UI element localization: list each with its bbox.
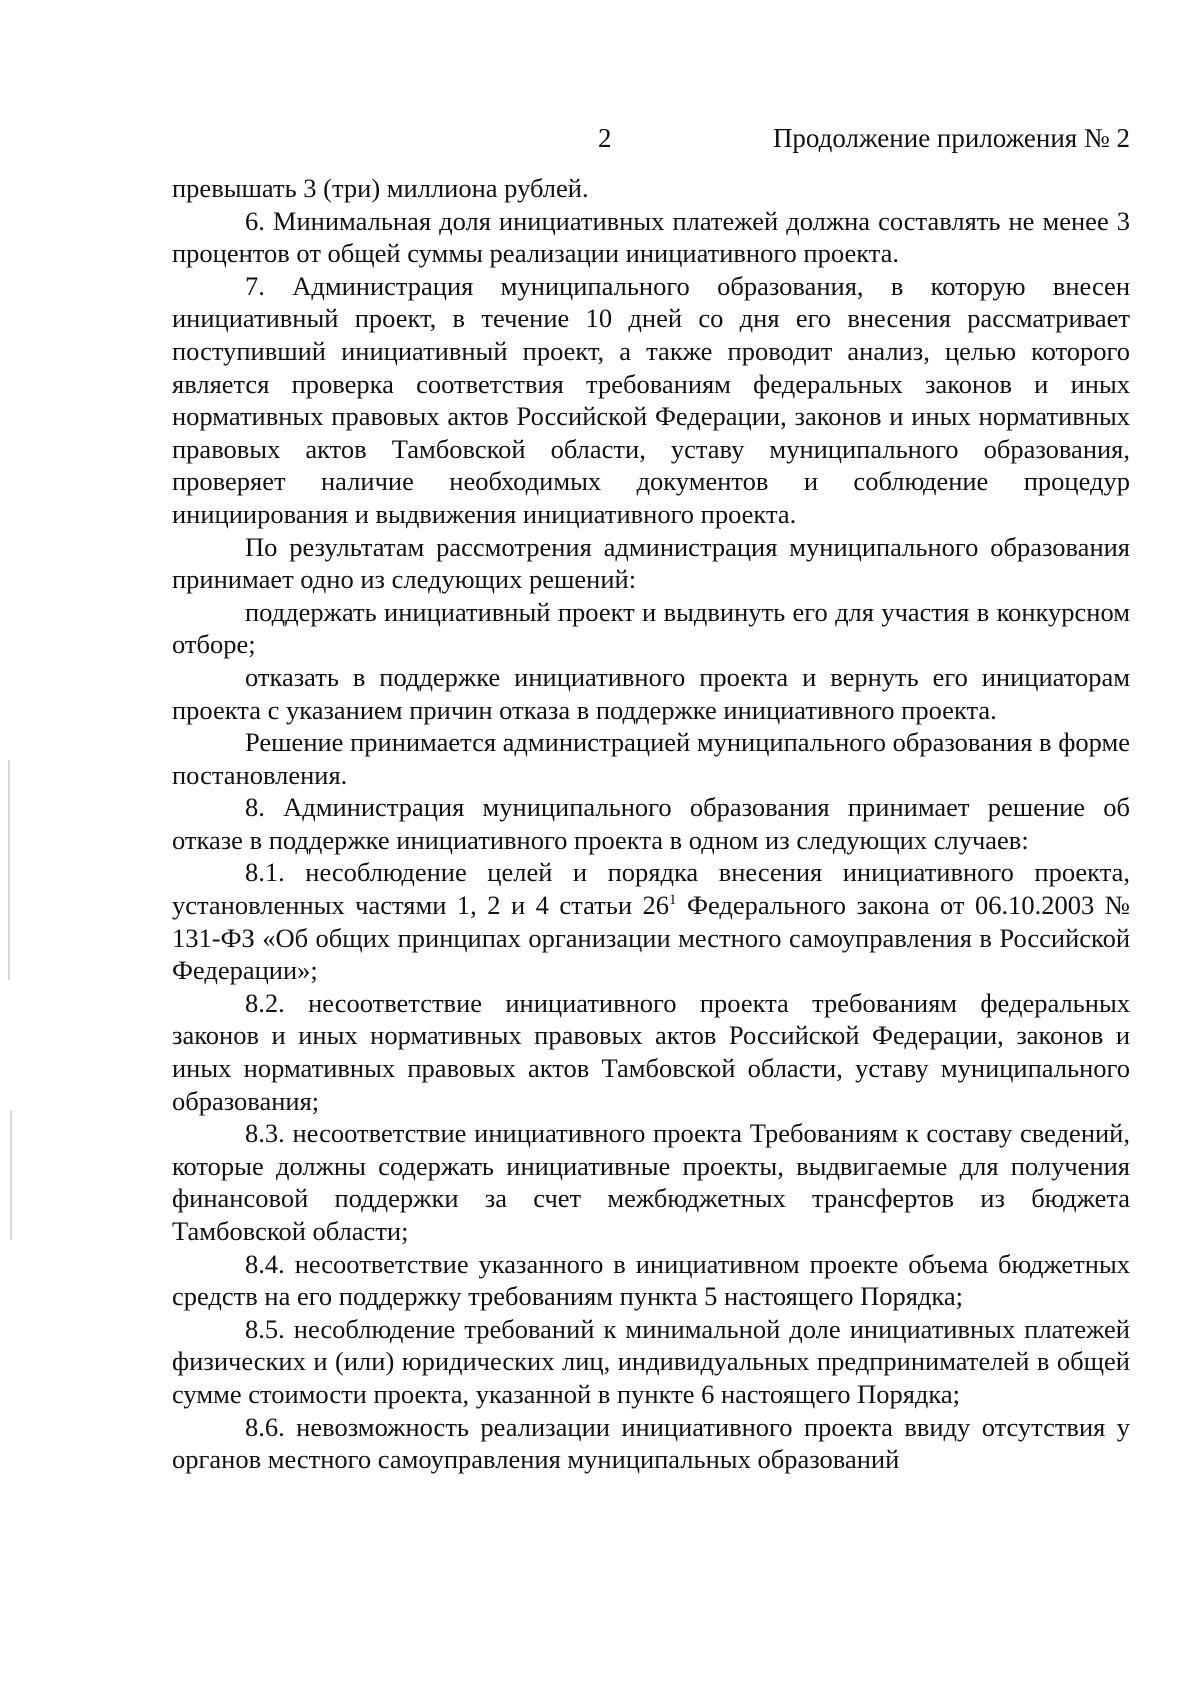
document-body <box>172 172 1130 1476</box>
paragraph-item-6: 6. Минимальная доля инициативных платежей должна составлять не менее 3 процентов от общей суммы реализации инициативного проекта. <box>172 205 1130 269</box>
paragraph-decision-refuse: отказать в поддержке инициативного проекта и вернуть его инициаторам проекта с указанием причин отказа в поддержке инициативного проекта. <box>172 661 1130 725</box>
paragraph-item-8-4: 8.4. несоответствие указанного в инициативном проекте объема бюджетных средств на его поддержку требованиям пункта 5 настоящего Порядка; <box>172 1248 1130 1312</box>
item-8-1-text-end: Федерального закона от 06.10.2003 № 131-ФЗ «Об общих принципах организации местного самоуправления в Российской Федерации»; <box>172 890 1130 986</box>
paragraph-review-results: По результатам рассмотрения администрация муниципального образования принимает одно из следующих решений: <box>172 531 1130 595</box>
scan-edge-mark <box>10 1110 12 1240</box>
paragraph-item-8: 8. Администрация муниципального образования принимает решение об отказе в поддержке инициативного проекта в одном из следующих случаев: <box>172 792 1130 855</box>
article-superscript: 1 <box>669 892 677 909</box>
paragraph-decision-support: поддержать инициативный проект и выдвинуть его для участия в конкурсном отборе; <box>172 596 1130 660</box>
paragraph-item-7: 7. Администрация муниципального образования, в которую внесен инициативный проект, в течение 10 дней со дня его внесения рассматривает поступивший инициативный проект, а также проводит анализ, целью которого является проверка соответствия требованиям федеральных законов и иных нормативных правовых актов Российской Федерации, законов и иных нормативных правовых актов Тамбовской области, уставу муниципального образования, проверяет наличие необходимых документов и соблюдение процедур инициирования и выдвижения инициативного проекта. <box>172 270 1130 529</box>
paragraph-decision-form: Решение принимается администрацией муниципального образования в форме постановления. <box>172 727 1130 790</box>
page-number: 2 <box>598 123 612 153</box>
item-8-1-text-start: 8.1. несоблюдение целей и порядка внесения инициативного проекта, установленных частями 1, 2 и 4 статьи 26 <box>172 857 1130 921</box>
appendix-continuation-label: Продолжение приложения № 2 <box>772 123 1130 153</box>
paragraph-item-8-5: 8.5. несоблюдение требований к минимальной доле инициативных платежей физических и (или) юридических лиц, индивидуальных предпринимателей в общей сумме стоимости проекта, указанной в пункте 6 настоящего Порядка; <box>172 1313 1130 1409</box>
paragraph-item-8-6: 8.6. невозможность реализации инициативного проекта ввиду отсутствия у органов местного самоуправления муниципальных образований <box>172 1411 1130 1475</box>
scan-edge-mark <box>8 760 10 980</box>
paragraph-continuation: превышать 3 (три) миллиона рублей. <box>172 173 589 203</box>
paragraph-item-8-3: 8.3. несоответствие инициативного проекта Требованиям к составу сведений, которые должны содержать инициативные проекты, выдвигаемые для получения финансовой поддержки за счет межбюджетных трансфертов из бюджета Тамбовской области; <box>172 1118 1130 1246</box>
paragraph-item-8-2: 8.2. несоответствие инициативного проекта требованиям федеральных законов и иных нормативных правовых актов Российской Федерации, законов и иных нормативных правовых актов Тамбовской области, уставу муниципального образования; <box>172 987 1130 1116</box>
page-header <box>170 118 1130 158</box>
paragraph-item-8-1 <box>172 856 1130 986</box>
